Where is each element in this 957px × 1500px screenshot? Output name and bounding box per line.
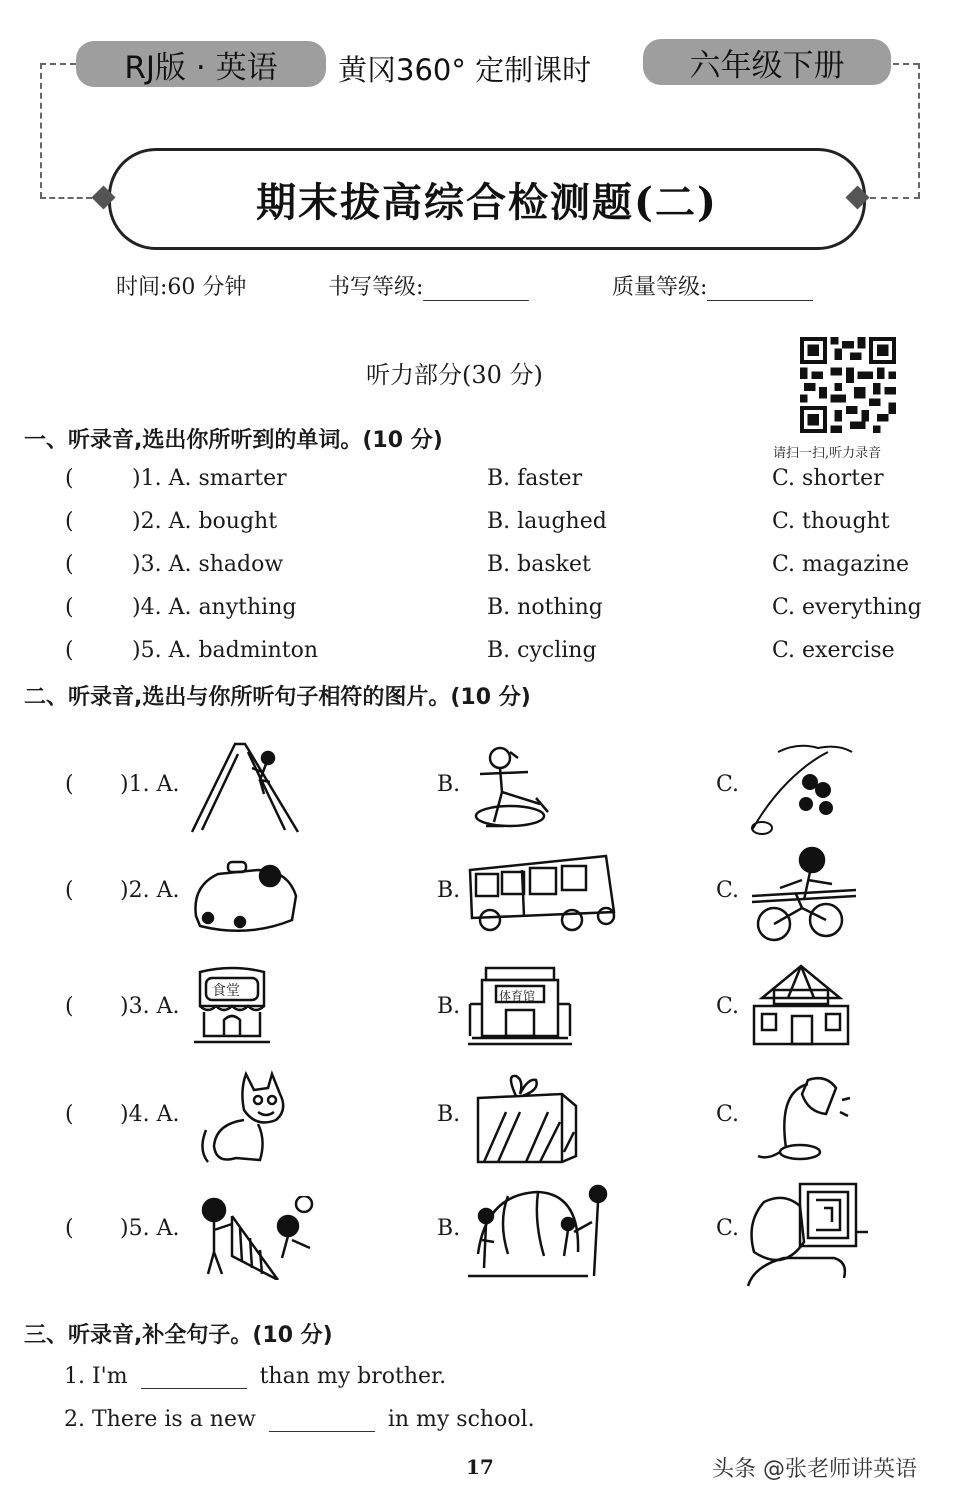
- quality-grade: [612, 270, 813, 301]
- sentence-end: in my school.: [387, 1407, 535, 1432]
- canteen-building-picture[interactable]: [192, 966, 272, 1046]
- option-a: )2. A. bought: [132, 509, 278, 534]
- title-frame: [108, 148, 866, 250]
- answer-blank[interactable]: [141, 1362, 247, 1389]
- option-b-label: B.: [437, 772, 461, 797]
- picture-question-row: [0, 742, 957, 842]
- answer-bracket[interactable]: (: [65, 878, 74, 903]
- qr-code-icon[interactable]: [798, 337, 898, 433]
- header-dashed-line-right-top: [893, 63, 919, 65]
- option-c: C. everything: [772, 595, 922, 620]
- option-a-label: )1. A.: [120, 772, 180, 797]
- option-a-label: )4. A.: [120, 1102, 180, 1127]
- option-b-label: B.: [437, 994, 461, 1019]
- watermark: 头条 @张老师讲英语: [712, 1457, 917, 1482]
- header-dashed-line-left-bottom: [40, 197, 92, 199]
- answer-bracket[interactable]: (: [65, 1216, 74, 1241]
- bus-picture[interactable]: [466, 852, 616, 936]
- answer-bracket[interactable]: (: [65, 509, 74, 534]
- bike-rider-picture[interactable]: [752, 844, 856, 944]
- hiking-group-picture[interactable]: [748, 742, 856, 836]
- option-b: B. basket: [487, 552, 591, 577]
- sentence-start: 1. I'm: [64, 1364, 128, 1389]
- sentence-start: 2. There is a new: [64, 1407, 256, 1432]
- option-a-label: )2. A.: [120, 878, 180, 903]
- picture-question-row: [0, 848, 957, 948]
- option-c-label: C.: [716, 1102, 740, 1127]
- quality-grade-label: 质量等级:: [612, 275, 708, 300]
- option-c-label: C.: [716, 994, 740, 1019]
- option-b-label: B.: [437, 1216, 461, 1241]
- option-b-label: B.: [437, 1102, 461, 1127]
- option-c: C. exercise: [772, 638, 895, 663]
- qr-caption: 请扫一扫,听力录音: [773, 446, 882, 461]
- writing-grade-label: 书写等级:: [328, 275, 424, 300]
- header-dashed-line-left-top: [40, 63, 76, 65]
- option-c-label: C.: [716, 878, 740, 903]
- page-title: 期末拔高综合检测题(二): [256, 178, 718, 226]
- picture-question-row: [0, 1186, 957, 1286]
- writing-grade-blank[interactable]: [423, 270, 529, 301]
- option-a-label: )3. A.: [120, 994, 180, 1019]
- quality-grade-blank[interactable]: [707, 270, 813, 301]
- desk-lamp-picture[interactable]: [748, 1072, 854, 1164]
- word-question-row: [0, 638, 957, 672]
- section3-title: 三、听录音,补全句子。(10 分): [24, 1323, 333, 1348]
- section2-title: 二、听录音,选出与你所听句子相符的图片。(10 分): [24, 685, 531, 710]
- option-a: )4. A. anything: [132, 595, 297, 620]
- computer-game-picture[interactable]: [744, 1182, 870, 1290]
- canteen-sign: 食堂: [212, 983, 240, 999]
- answer-bracket[interactable]: (: [65, 595, 74, 620]
- fill-in-sentence: [64, 1405, 535, 1432]
- option-a: )5. A. badminton: [132, 638, 319, 663]
- badminton-players-picture[interactable]: [192, 1196, 318, 1280]
- car-driver-picture[interactable]: [188, 856, 306, 942]
- answer-bracket[interactable]: (: [65, 994, 74, 1019]
- header-dashed-line-right-vertical: [918, 63, 920, 198]
- option-b-label: B.: [437, 878, 461, 903]
- listening-section-heading: 听力部分(30 分): [366, 361, 543, 389]
- grade-volume-pill: 六年级下册: [643, 39, 891, 85]
- answer-bracket[interactable]: (: [65, 772, 74, 797]
- mountain-climbing-picture[interactable]: [190, 742, 302, 834]
- section1-title: 一、听录音,选出你所听到的单词。(10 分): [24, 428, 443, 453]
- word-question-row: [0, 552, 957, 586]
- answer-bracket[interactable]: (: [65, 466, 74, 491]
- option-b: B. nothing: [487, 595, 603, 620]
- option-c-label: C.: [716, 1216, 740, 1241]
- option-b: B. laughed: [487, 509, 607, 534]
- writing-grade: [328, 270, 529, 301]
- gym-sign: 体育馆: [499, 989, 536, 1003]
- word-question-row: [0, 466, 957, 500]
- option-a-label: )5. A.: [120, 1216, 180, 1241]
- gift-box-picture[interactable]: [476, 1072, 580, 1164]
- exam-time: 时间:60 分钟: [116, 275, 247, 300]
- answer-bracket[interactable]: (: [65, 1102, 74, 1127]
- option-c: C. magazine: [772, 552, 910, 577]
- page-number: 17: [466, 1455, 494, 1479]
- series-brand: 黄冈360° 定制课时: [338, 53, 592, 87]
- picture-question-row: [0, 1072, 957, 1172]
- option-a: )3. A. shadow: [132, 552, 284, 577]
- answer-bracket[interactable]: (: [65, 552, 74, 577]
- fill-in-sentence: [64, 1362, 446, 1389]
- option-a: )1. A. smarter: [132, 466, 287, 491]
- camping-tent-picture[interactable]: [468, 1182, 616, 1284]
- header-dashed-line-left-vertical: [40, 63, 42, 198]
- sentence-end: than my brother.: [259, 1364, 447, 1389]
- word-question-row: [0, 595, 957, 629]
- word-question-row: [0, 509, 957, 543]
- answer-blank[interactable]: [269, 1405, 375, 1432]
- cat-picture[interactable]: [196, 1070, 306, 1166]
- option-c: C. shorter: [772, 466, 884, 491]
- option-b: B. faster: [487, 466, 583, 491]
- gym-building-picture[interactable]: [468, 966, 572, 1048]
- option-c: C. thought: [772, 509, 890, 534]
- edition-subject-pill: RJ版 · 英语: [76, 41, 326, 87]
- ice-skating-picture[interactable]: [470, 744, 565, 834]
- option-c-label: C.: [716, 772, 740, 797]
- header-dashed-line-right-bottom: [870, 197, 920, 199]
- picture-question-row: [0, 964, 957, 1064]
- option-b: B. cycling: [487, 638, 597, 663]
- library-building-picture[interactable]: [748, 964, 854, 1046]
- answer-bracket[interactable]: (: [65, 638, 74, 663]
